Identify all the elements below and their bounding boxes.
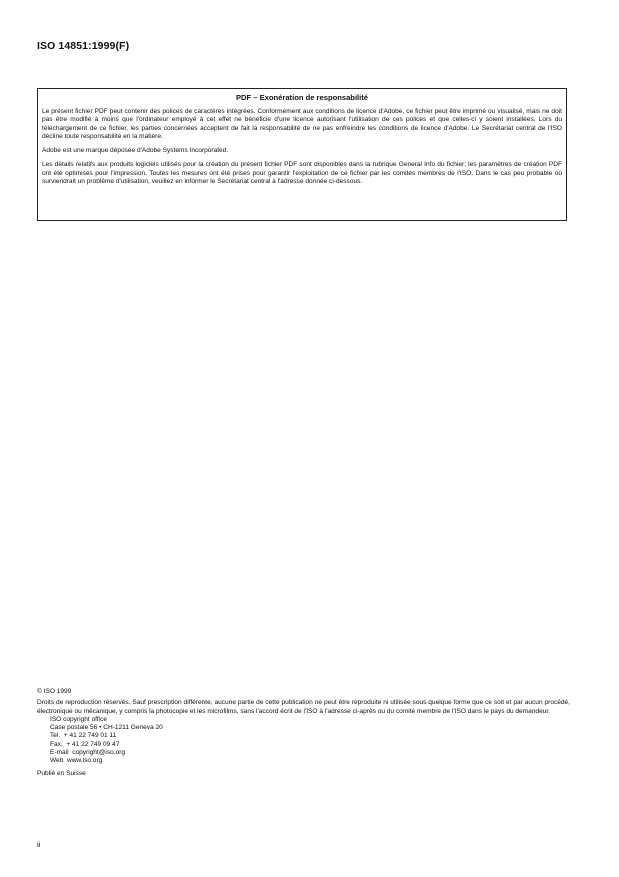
copyright-rights-text: Droits de reproduction réservés. Sauf prescription différente, aucune partie de cette publication ne peut être reproduite ni utilisée sous quelque forme que ce soit et par aucun procédé, électronique ou mécanique, y compris la photocopie et les microfilms, sans l'accord écrit de l'ISO à l'adresse ci-après ou du comité membre de l'ISO dans le pays du demandeur. — [37, 699, 570, 715]
address-email: E-mail copyright@iso.org — [50, 749, 126, 757]
document-header: ISO 14851:1999(F) — [37, 40, 130, 52]
copyright-notice: © ISO 1999 — [37, 688, 72, 695]
copyright-section — [37, 688, 570, 778]
disclaimer-paragraph-software: Les détails relatifs aux produits logiciels utilisés pour la création du présent fichier PDF sont disponibles dans la rubrique General Info du fichier; les paramètres de création PDF ont été optimisés pour l'impression. Toutes les mesures ont été prises pour garantir l'exploitation de ce fichier par les comités membres de l'ISO. Dans le cas peu probable où surviendrait un problème d'utilisation, veuillez en informer le Secrétariat central à l'adresse donnée ci-dessous. — [42, 161, 562, 186]
pdf-disclaimer-box — [37, 88, 567, 221]
copyright-office-address — [50, 716, 570, 766]
disclaimer-paragraph-trademark: Adobe est une marque déposée d'Adobe Systems Incorporated. — [42, 147, 229, 155]
address-tel: Tel. + 41 22 749 01 11 — [50, 732, 117, 740]
disclaimer-paragraph-fonts: Le présent fichier PDF peut contenir des polices de caractères intégrées. Conformément aux conditions de licence d'Adobe, ce fichier peut être imprimé ou visualisé, mais ne doit pas être modifié à moins que l'ordinateur employé à cet effet ne bénéficie d'une licence autorisant l'utilisation de ces polices et que celles-ci y soient installées. Lors du téléchargement de ce fichier, les parties concernées acceptent de fait la responsabilité de ne pas enfreindre les conditions de licence d'Adobe. Le Secrétariat central de l'ISO décline toute responsabilité en la matière. — [42, 108, 562, 140]
disclaimer-title: PDF – Exonération de responsabilité — [235, 93, 369, 102]
address-office: ISO copyright office — [50, 715, 108, 723]
address-fax: Fax. + 41 22 749 09 47 — [50, 740, 120, 748]
address-postal: Case postale 56 • CH-1211 Geneva 20 — [50, 724, 163, 732]
address-web: Web www.iso.org — [50, 757, 103, 765]
page-number: ii — [37, 840, 41, 849]
published-in: Publié en Suisse — [37, 769, 86, 777]
